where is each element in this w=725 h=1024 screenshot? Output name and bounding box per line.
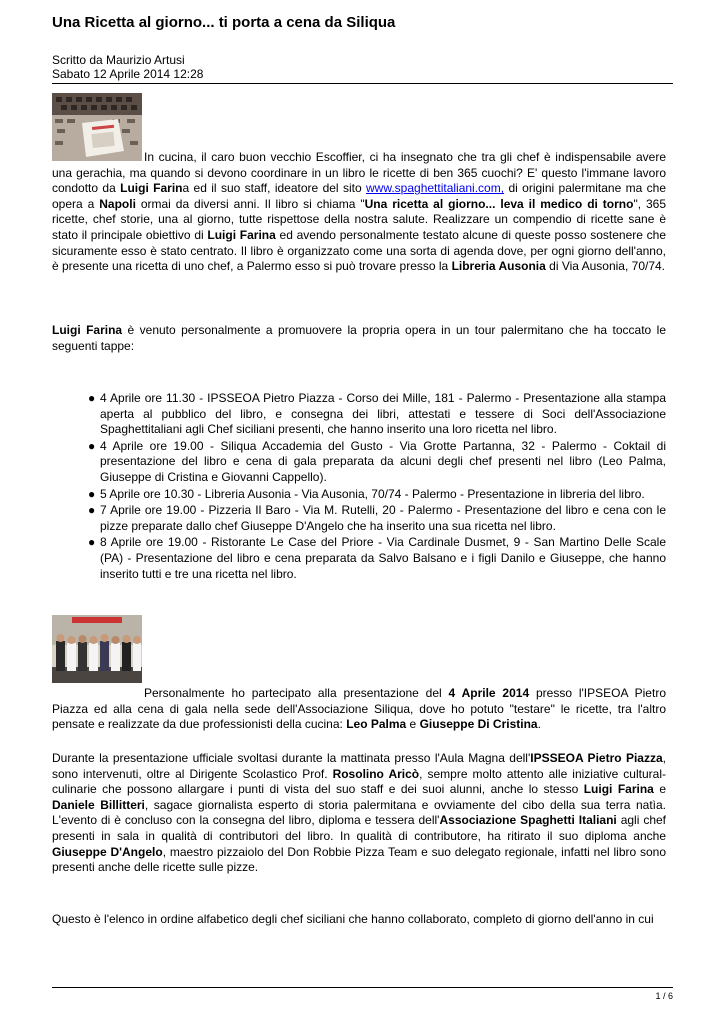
list-item: ● 4 Aprile ore 19.00 - Siliqua Accademia del Gusto - Via Grotte Partanna, 32 - Palermo - Coktail di presentazione del libro e cena di gala preparata da alcuni degli chef presenti nel libro (Leo Palma, Giuseppe di Cristina e Giovanni Cappello). [88,438,666,484]
date-line: Sabato 12 Aprile 2014 12:28 [52,67,204,81]
list-item: ● 5 Aprile ore 10.30 - Libreria Ausonia - Via Ausonia, 70/74 - Palermo - Presentazione in libreria del libro. [88,486,645,501]
list-item: ● 7 Aprile ore 19.00 - Pizzeria Il Baro - Via M. Rutelli, 20 - Palermo - Presentazione del libro e cena con le pizze preparate dallo chef Giuseppe D'Angelo che ha inserito una sua ricetta nel libro. [88,503,666,533]
header-divider [52,83,673,84]
personal-paragraph: Personalmente ho partecipato alla presentazione del 4 Aprile 2014 presso l'IPSEOA Pietro Piazza ed alla cena di gala nella sede dell'Associazione Siliqua, dove ho potuto "testare" le ricette, tra l'altro pensate e realizzate da due professionisti della cucina: Leo Palma e Giuseppe Di Cristina. [52,686,666,732]
list-item: ● 8 Aprile ore 19.00 - Ristorante Le Case del Priore - Via Cardinale Dusmet, 9 - San Martino Delle Scale (PA) - Presentazione del libro e cena preparata da Salvo Balsano e i figli Danilo e Giuseppe, che hanno inserito tutti e tre una ricetta nel libro. [88,535,666,581]
list-item: ● 4 Aprile ore 11.30 - IPSSEOA Pietro Piazza - Corso dei Mille, 181 - Palermo - Presentazione alla stampa aperta al pubblico del libro, e consegna dei libri, attestati e tessere di Soci dell'Associazione Spaghettitaliani agli Chef siciliani presenti, che hanno inserito una loro ricetta nel libro. [88,391,666,437]
tour-paragraph: Luigi Farina è venuto personalmente a promuovere la propria opera in un tour palermitano che ha toccato le seguenti tappe: [52,323,666,353]
author-line: Scritto da Maurizio Artusi [52,53,185,67]
intro-paragraph: In cucina, il caro buon vecchio Escoffier, ci ha insegnato che tra gli chef è indispensabile avere una gerachia, ma quando si devono coordinare in un libro le ricette di ben 365 cuochi? E' questo l'immane lavoro condotto da Luigi Farina ed il suo staff, ideatore del sito www.spaghettitaliani.com, di origini palermitane ma che opera a Napoli ormai da diversi anni. Il libro si chiama "Una ricetta al giorno... leva il medico di torno", 365 ricette, chef storie, una al giorno, tutte rispettose della nostra salute. Realizzare un compendio di ricette sane è stato il principale obiettivo di Luigi Farina ed avendo personalmente testato alcune di queste posso sostenere che sicuramente esso è stato centrato. Il libro è organizzato come una sorta di agenda dove, per ogni giorno dell'anno, è presente una ricetta di uno chef, a Palermo esso si può trovare presso la Libreria Ausonia di Via Ausonia, 70/74. [52,150,666,274]
footer-divider [52,987,673,988]
closing-paragraph: Questo è l'elenco in ordine alfabetico degli chef siciliani che hanno collaborato, completo di giorno dell'anno in cui [52,912,654,926]
events-list [88,391,666,583]
page-title: Una Ricetta al giorno... ti porta a cena da Siliqua [52,14,396,31]
group-photo [52,615,142,683]
page-number: 1 / 6 [655,991,673,1001]
official-paragraph: Durante la presentazione ufficiale svoltasi durante la mattinata presso l'Aula Magna dell'IPSSEOA Pietro Piazza, sono intervenuti, oltre al Dirigente Scolastico Prof. Rosolino Aricò, sempre molto attento alle iniziative cultural-culinarie che possono allargare i punti di vista del suo staff e dei suoi alunni, anche lo stesso Luigi Farina e Daniele Billitteri, sagace giornalista esperto di storia palermitana e ovviamente del cibo della sua terra natìa. L'evento di è concluso con la consegna del libro, diploma e tessera dell'Associazione Spaghetti Italiani agli chef presenti in sala in qualità di contributori del libro. In qualità di contributore, ha ritirato il suo diploma anche Giuseppe D'Angelo, maestro pizzaiolo del Don Robbie Pizza Team e suo delegato regionale, infatti nel libro sono presenti anche delle ricette sulle pizze. [52,751,666,875]
site-link[interactable]: www.spaghettitaliani.com, [366,181,505,196]
